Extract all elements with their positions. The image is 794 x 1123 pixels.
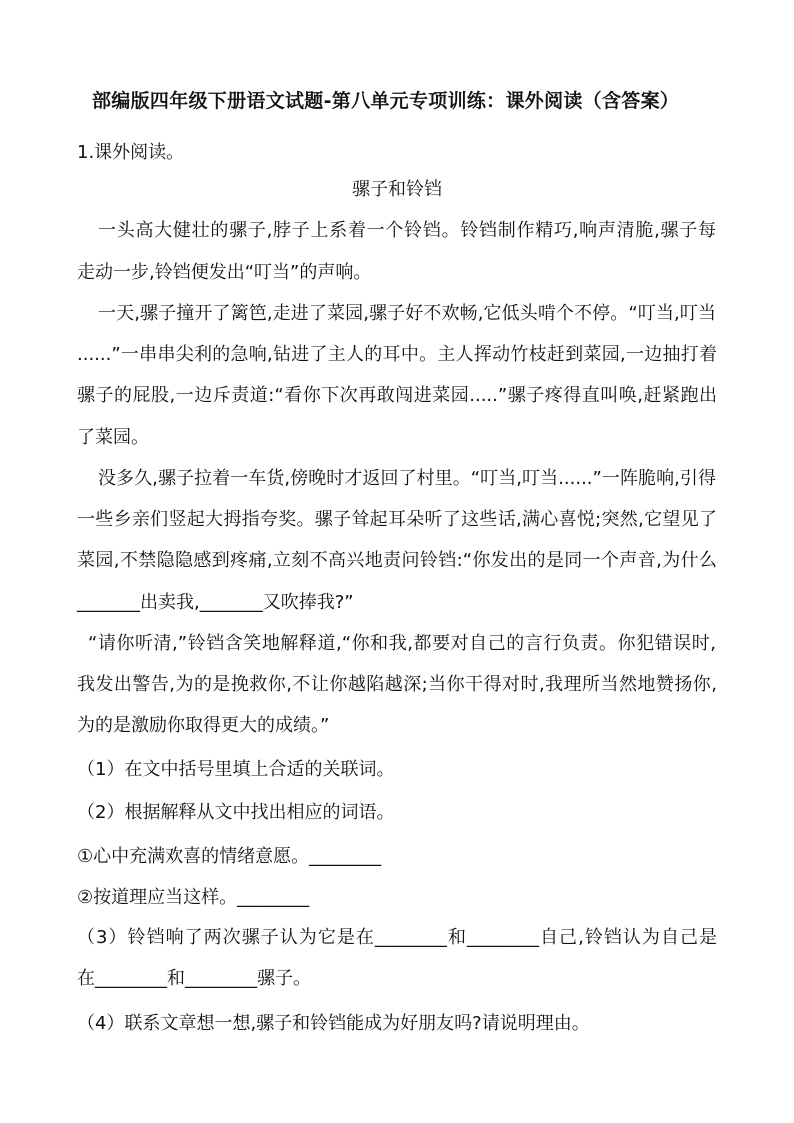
- story-line: 一些乡亲们竖起大拇指夸奖。骡子耸起耳朵听了这些话,满心喜悦;突然,它望见了: [77, 509, 717, 530]
- story-line: 菜园,不禁隐隐感到疼痛,立刻不高兴地责问铃铛:“你发出的是同一个声音,为什么: [77, 550, 717, 571]
- story-line: 骡子的屁股,一边斥责道:“看你下次再敢闯进菜园.....”骡子疼得直叫唤,赶紧跑出: [77, 385, 717, 406]
- question-item: ①心中充满欢喜的情绪意愿。________: [77, 846, 382, 867]
- story-line: “请你听清,”铃铛含笑地解释道,“你和我,都要对自己的言行负责。你犯错误时,: [88, 633, 716, 654]
- question-item: （1）在文中括号里填上合适的关联词。: [77, 759, 395, 780]
- story-line: 走动一步,铃铛便发出“叮当”的声响。: [77, 262, 372, 283]
- story-line: 一头高大健壮的骡子,脖子上系着一个铃铛。铃铛制作精巧,响声清脆,骡子每: [98, 220, 716, 241]
- question-heading: 1.课外阅读。: [77, 142, 185, 163]
- question-item: （3）铃铛响了两次骡子认为它是在________和________自己,铃铛认为自己是: [77, 927, 717, 948]
- question-item: （4）联系文章想一想,骡子和铃铛能成为好朋友吗?请说明理由。: [77, 1013, 590, 1034]
- question-item: 在________和________骡子。: [77, 968, 311, 989]
- question-item: ②按道理应当这样。________: [77, 887, 310, 908]
- story-line: ......”一串串尖利的急响,钻进了主人的耳中。主人挥动竹枝赶到菜园,一边抽打着: [77, 344, 717, 365]
- story-line: 为的是激励你取得更大的成绩。”: [77, 715, 330, 736]
- story-line: 了菜园。: [77, 427, 149, 448]
- question-item: （2）根据解释从文中找出相应的词语。: [77, 802, 395, 823]
- document-title: 部编版四年级下册语文试题-第八单元专项训练：课外阅读（含答案）: [92, 90, 680, 112]
- story-line: 一天,骡子撞开了篱笆,走进了菜园,骡子好不欢畅,它低头啃个不停。“叮当,叮当: [98, 303, 716, 324]
- story-line: 没多久,骡子拉着一车货,傍晚时才返回了村里。“叮当,叮当......”一阵脆响,引得: [98, 468, 716, 489]
- story-line: 我发出警告,为的是挽救你,不让你越陷越深;当你干得对时,我理所当然地赞扬你,: [77, 674, 717, 695]
- story-line: _______出卖我,_______又吹捧我?”: [77, 592, 354, 613]
- story-title: 骡子和铃铛: [352, 179, 442, 200]
